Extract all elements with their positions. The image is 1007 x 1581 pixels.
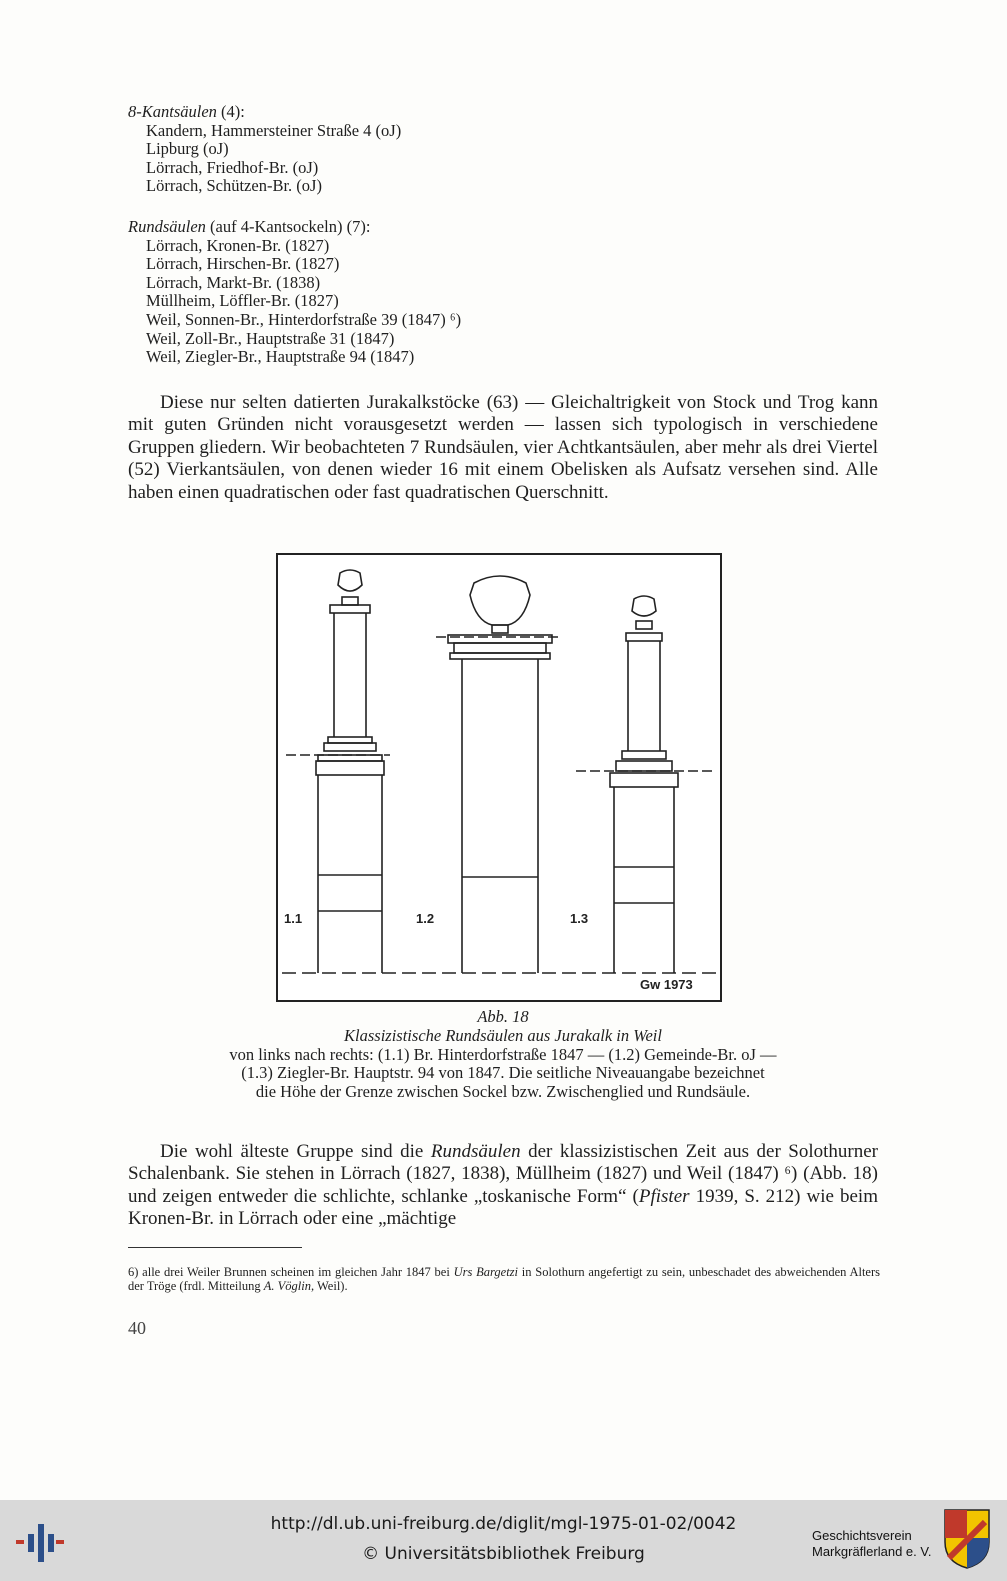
label-1-2: 1.2	[416, 911, 435, 926]
footnote-divider	[128, 1247, 302, 1248]
list-item: Lörrach, Friedhof-Br. (oJ)	[146, 157, 319, 177]
list-heading: Rundsäulen (auf 4-Kantsockeln) (7):	[128, 217, 371, 236]
figure-caption	[128, 1008, 878, 1102]
list-item: Müllheim, Löffler-Br. (1827)	[146, 291, 339, 311]
list-item: Weil, Sonnen-Br., Hinterdorfstraße 39 (1847) ⁶)	[146, 309, 462, 329]
list-heading: 8-Kantsäulen (4):	[128, 102, 245, 121]
coat-of-arms-icon	[943, 1508, 991, 1570]
list-item: Lörrach, Schützen-Br. (oJ)	[146, 176, 322, 196]
publisher-name: Geschichtsverein Markgräflerland e. V.	[812, 1528, 932, 1559]
caption-line: (1.3) Ziegler-Br. Hauptstr. 94 von 1847. Die seitliche Niveauangabe bezeichnet	[241, 1063, 765, 1083]
list-8-kantsaeulen	[128, 103, 401, 196]
list-item: Kandern, Hammersteiner Straße 4 (oJ)	[146, 120, 402, 140]
label-1-3: 1.3	[570, 911, 589, 926]
list-item: Lörrach, Markt-Br. (1838)	[146, 272, 321, 292]
list-item: Weil, Zoll-Br., Hauptstraße 31 (1847)	[146, 328, 395, 348]
viewer-footer-bar	[0, 1500, 1007, 1581]
figure-number: Abb. 18	[477, 1007, 529, 1026]
drawing-signature: Gw 1973	[640, 977, 693, 992]
list-rundsaeulen	[128, 218, 461, 367]
column-drawings	[278, 555, 720, 1000]
footnote-6: 6) alle drei Weiler Brunnen scheinen im gleichen Jahr 1847 bei Urs Bargetzi in Solothurn angefertigt zu sein, unbeschadet des abweichenden Alters der Tröge (frdl. Mitteilung A. Vöglin, Weil).	[128, 1265, 881, 1293]
document-url-link[interactable]: http://dl.ub.uni-freiburg.de/diglit/mgl-1975-01-02/0042	[270, 1514, 737, 1534]
caption-line: die Höhe der Grenze zwischen Sockel bzw. Zwischenglied und Rundsäule.	[255, 1082, 751, 1102]
figure-rundsaeulen-drawing	[276, 553, 722, 1002]
caption-line: von links nach rechts: (1.1) Br. Hinterdorfstraße 1847 — (1.2) Gemeinde-Br. oJ —	[229, 1044, 777, 1064]
figure-title: Klassizistische Rundsäulen aus Jurakalk in Weil	[344, 1025, 662, 1045]
column-1-3	[576, 596, 712, 973]
paragraph-jurakalkstoecke: Diese nur selten datierten Jurakalkstöcke (63) — Gleichaltrigkeit von Stock und Trog kann mit guten Gründen nicht vorausgesetzt werden — lassen sich typologisch in verschiedene Gruppen gliedern. Wir beobachteten 7 Rundsäulen, vier Achtkantsäulen, aber mehr als drei Viertel (52) Vierkantsäulen, von denen wieder 16 mit einem Obelisken als Aufsatz versehen sind. Alle haben einen quadratischen oder fast quadratischen Querschnitt.	[128, 392, 878, 503]
list-item: Lörrach, Hirschen-Br. (1827)	[146, 254, 340, 274]
list-item: Lipburg (oJ)	[146, 139, 229, 159]
label-1-1: 1.1	[284, 911, 303, 926]
page-number: 40	[128, 1318, 146, 1338]
copyright-text: © Universitätsbibliothek Freiburg	[362, 1544, 645, 1564]
list-item: Weil, Ziegler-Br., Hauptstraße 94 (1847)	[146, 347, 415, 367]
paragraph-rundsaeulen: Die wohl älteste Gruppe sind die Rundsäulen der klassizistischen Zeit aus der Solothurner Schalenbank. Sie stehen in Lörrach (1827, 1838), Müllheim (1827) und Weil (1847) ⁶) (Abb. 18) und zeigen entweder die schlichte, schlanke „toskanische Form“ (Pfister 1939, S. 212) wie beim Kronen-Br. in Lörrach oder eine „mächtige	[128, 1141, 878, 1230]
list-item: Lörrach, Kronen-Br. (1827)	[146, 235, 330, 255]
column-1-2	[436, 576, 562, 973]
